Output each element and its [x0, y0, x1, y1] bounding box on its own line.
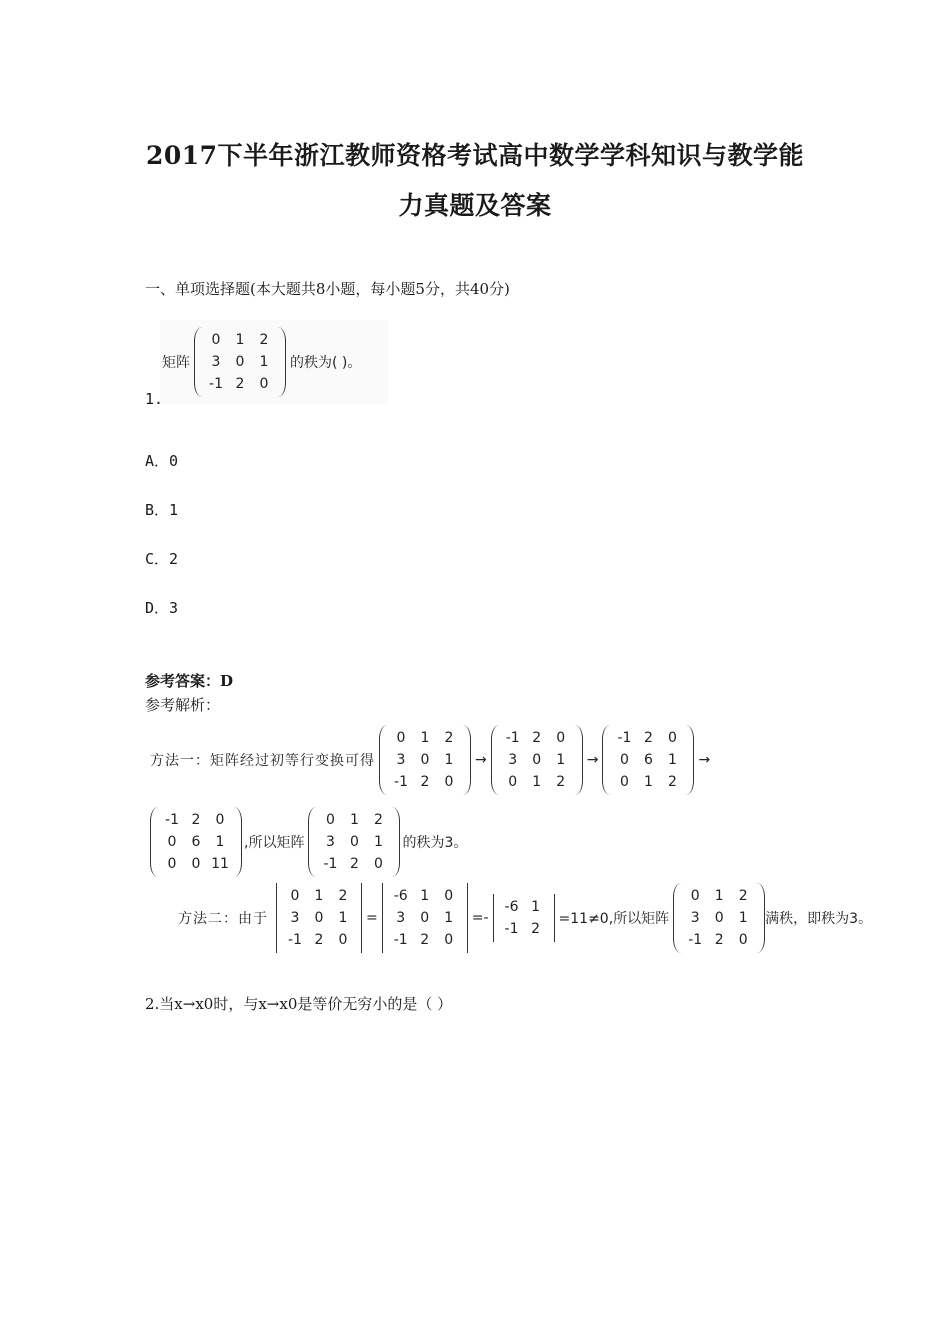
matrix-entry: 3	[508, 752, 518, 768]
matrix-entry: -1	[504, 921, 519, 937]
matrix-entry: 2	[738, 888, 748, 904]
option-d: D．3	[145, 599, 179, 617]
matrix-entry: 0	[215, 812, 225, 828]
matrix-entry: 1	[338, 910, 348, 926]
matrix-entry: 1	[215, 834, 225, 850]
matrix-entry: 0	[349, 834, 359, 850]
answer-label: 参考答案：D	[145, 672, 234, 690]
page-title-line1: 2017下半年浙江教师资格考试高中数学学科知识与教学能	[145, 141, 805, 170]
matrix-entry: 0	[338, 932, 348, 948]
matrix-entry: 2	[191, 812, 201, 828]
matrix-entry: 1	[738, 910, 748, 926]
method2-row	[178, 878, 872, 958]
page-title-line2: 力真题及答案	[398, 191, 552, 220]
matrix-entry: 2	[556, 774, 566, 790]
matrix-entry: -1	[393, 932, 408, 948]
matrix-entry: 0	[211, 332, 221, 348]
matrix-entry: 3	[211, 354, 221, 370]
matrix-entry: -1	[165, 812, 179, 828]
matrix-entry: 1	[420, 888, 430, 904]
matrix-entry: 1	[373, 834, 383, 850]
matrix-entry: 2	[349, 856, 359, 872]
matrix-entry: 2	[714, 932, 724, 948]
matrix-entry: -1	[209, 376, 223, 392]
arrow-icon: →	[475, 752, 487, 768]
matrix-entry: 1	[259, 354, 269, 370]
matrix-entry: 1	[556, 752, 566, 768]
question1-number: 1.	[145, 390, 164, 408]
matrix-entry: 2	[235, 376, 245, 392]
matrix-entry: 0	[167, 856, 177, 872]
matrix-entry: 1	[349, 812, 359, 828]
question1-figure	[160, 320, 388, 404]
question2-text: 2.当x→x0时，与x→x0是等价无穷小的是（ ）	[145, 995, 453, 1013]
matrix-entry: 0	[508, 774, 518, 790]
arrow-icon: →	[698, 752, 711, 768]
matrix-entry: -1	[323, 856, 338, 872]
matrix-entry: 1	[531, 899, 540, 915]
matrix-entry: 2	[314, 932, 324, 948]
method2-det3	[489, 894, 559, 942]
method1-matrix5	[308, 807, 400, 877]
matrix-entry: 0	[444, 774, 454, 790]
method2-det1	[272, 883, 366, 953]
matrix-entry: 0	[556, 730, 566, 746]
matrix-entry: 0	[325, 812, 335, 828]
matrix-entry: -1	[505, 730, 520, 746]
matrix-entry: 2	[373, 812, 383, 828]
matrix-entry: 1	[420, 730, 430, 746]
matrix-entry: 0	[396, 730, 406, 746]
matrix-entry: 1	[532, 774, 542, 790]
matrix-entry: 3	[396, 752, 406, 768]
matrix-entry: 6	[644, 752, 653, 768]
option-a: A．0	[145, 452, 179, 470]
matrix-entry: 2	[644, 730, 653, 746]
matrix-entry: 2	[259, 332, 269, 348]
matrix-entry: 2	[668, 774, 677, 790]
method1-matrix4	[150, 807, 242, 877]
matrix-entry: 0	[738, 932, 748, 948]
method2-prefix: 方法二：由于	[178, 911, 268, 927]
matrix-entry: 0	[444, 932, 454, 948]
matrix-entry: 1	[314, 888, 324, 904]
method1-prefix: 方法一：矩阵经过初等行变换可得	[150, 753, 375, 769]
method1-row1	[150, 720, 714, 800]
arrow-icon: →	[586, 752, 599, 768]
matrix-entry: 0	[444, 888, 454, 904]
matrix-entry: 0	[620, 752, 629, 768]
matrix-entry: 3	[325, 834, 335, 850]
option-b: B．1	[145, 501, 179, 519]
matrix-entry: 3	[396, 910, 406, 926]
method1-middle: ,所以矩阵	[244, 835, 305, 851]
matrix-entry: -1	[288, 932, 302, 948]
matrix-entry: -1	[617, 730, 632, 746]
matrix-entry: 0	[420, 910, 430, 926]
method1-matrix2	[491, 725, 583, 795]
matrix-entry: 2	[420, 932, 430, 948]
matrix-entry: 0	[714, 910, 724, 926]
matrix-entry: -1	[394, 774, 408, 790]
matrix-entry: 2	[338, 888, 348, 904]
matrix-entry: 0	[668, 730, 677, 746]
method1-suffix: 的秩为3。	[402, 835, 468, 851]
matrix-entry: 0	[532, 752, 542, 768]
matrix-entry: 0	[167, 834, 177, 850]
method1-matrix1	[379, 725, 471, 795]
matrix-entry: 2	[444, 730, 454, 746]
matrix-entry: 1	[668, 752, 677, 768]
option-c: C．2	[145, 550, 179, 568]
matrix-entry: 2	[532, 730, 542, 746]
method1-row2	[150, 802, 467, 882]
matrix-entry: 11	[211, 856, 229, 872]
matrix-entry: 2	[420, 774, 430, 790]
matrix-entry: 1	[235, 332, 245, 348]
matrix-entry: 0	[259, 376, 269, 392]
method2-suffix: 满秩，即秩为3。	[765, 911, 873, 927]
section-heading: 一、单项选择题(本大题共8小题，每小题5分，共40分)	[145, 280, 510, 298]
method2-result: =11≠0,所以矩阵	[558, 911, 670, 927]
matrix-entry: 0	[235, 354, 245, 370]
matrix-entry: 0	[191, 856, 201, 872]
matrix-entry: 0	[314, 910, 324, 926]
matrix-entry: 0	[420, 752, 430, 768]
analysis-label: 参考解析：	[145, 696, 221, 714]
question1-prompt-suffix: 的秩为( )。	[290, 355, 362, 371]
matrix-entry: -1	[688, 932, 703, 948]
matrix-entry: 0	[290, 888, 300, 904]
matrix-entry: 1	[714, 888, 724, 904]
matrix-entry: 0	[373, 856, 383, 872]
matrix-entry: 1	[644, 774, 653, 790]
method2-matrix	[673, 883, 765, 953]
matrix-entry: 1	[444, 752, 454, 768]
method1-matrix3	[602, 725, 694, 795]
matrix-entry: 6	[191, 834, 201, 850]
method2-eq2: =-	[471, 910, 489, 926]
question1-prompt-prefix: 矩阵	[162, 355, 190, 371]
method2-eq1: =	[366, 910, 378, 926]
matrix-entry: 0	[690, 888, 700, 904]
matrix-entry: -6	[504, 899, 519, 915]
matrix-entry: -6	[393, 888, 408, 904]
matrix-entry: 3	[290, 910, 300, 926]
matrix-entry: 3	[690, 910, 700, 926]
matrix-entry: 2	[531, 921, 540, 937]
matrix-entry: 0	[620, 774, 629, 790]
method2-det2	[378, 883, 472, 953]
question1-matrix	[194, 327, 286, 397]
matrix-entry: 1	[444, 910, 454, 926]
